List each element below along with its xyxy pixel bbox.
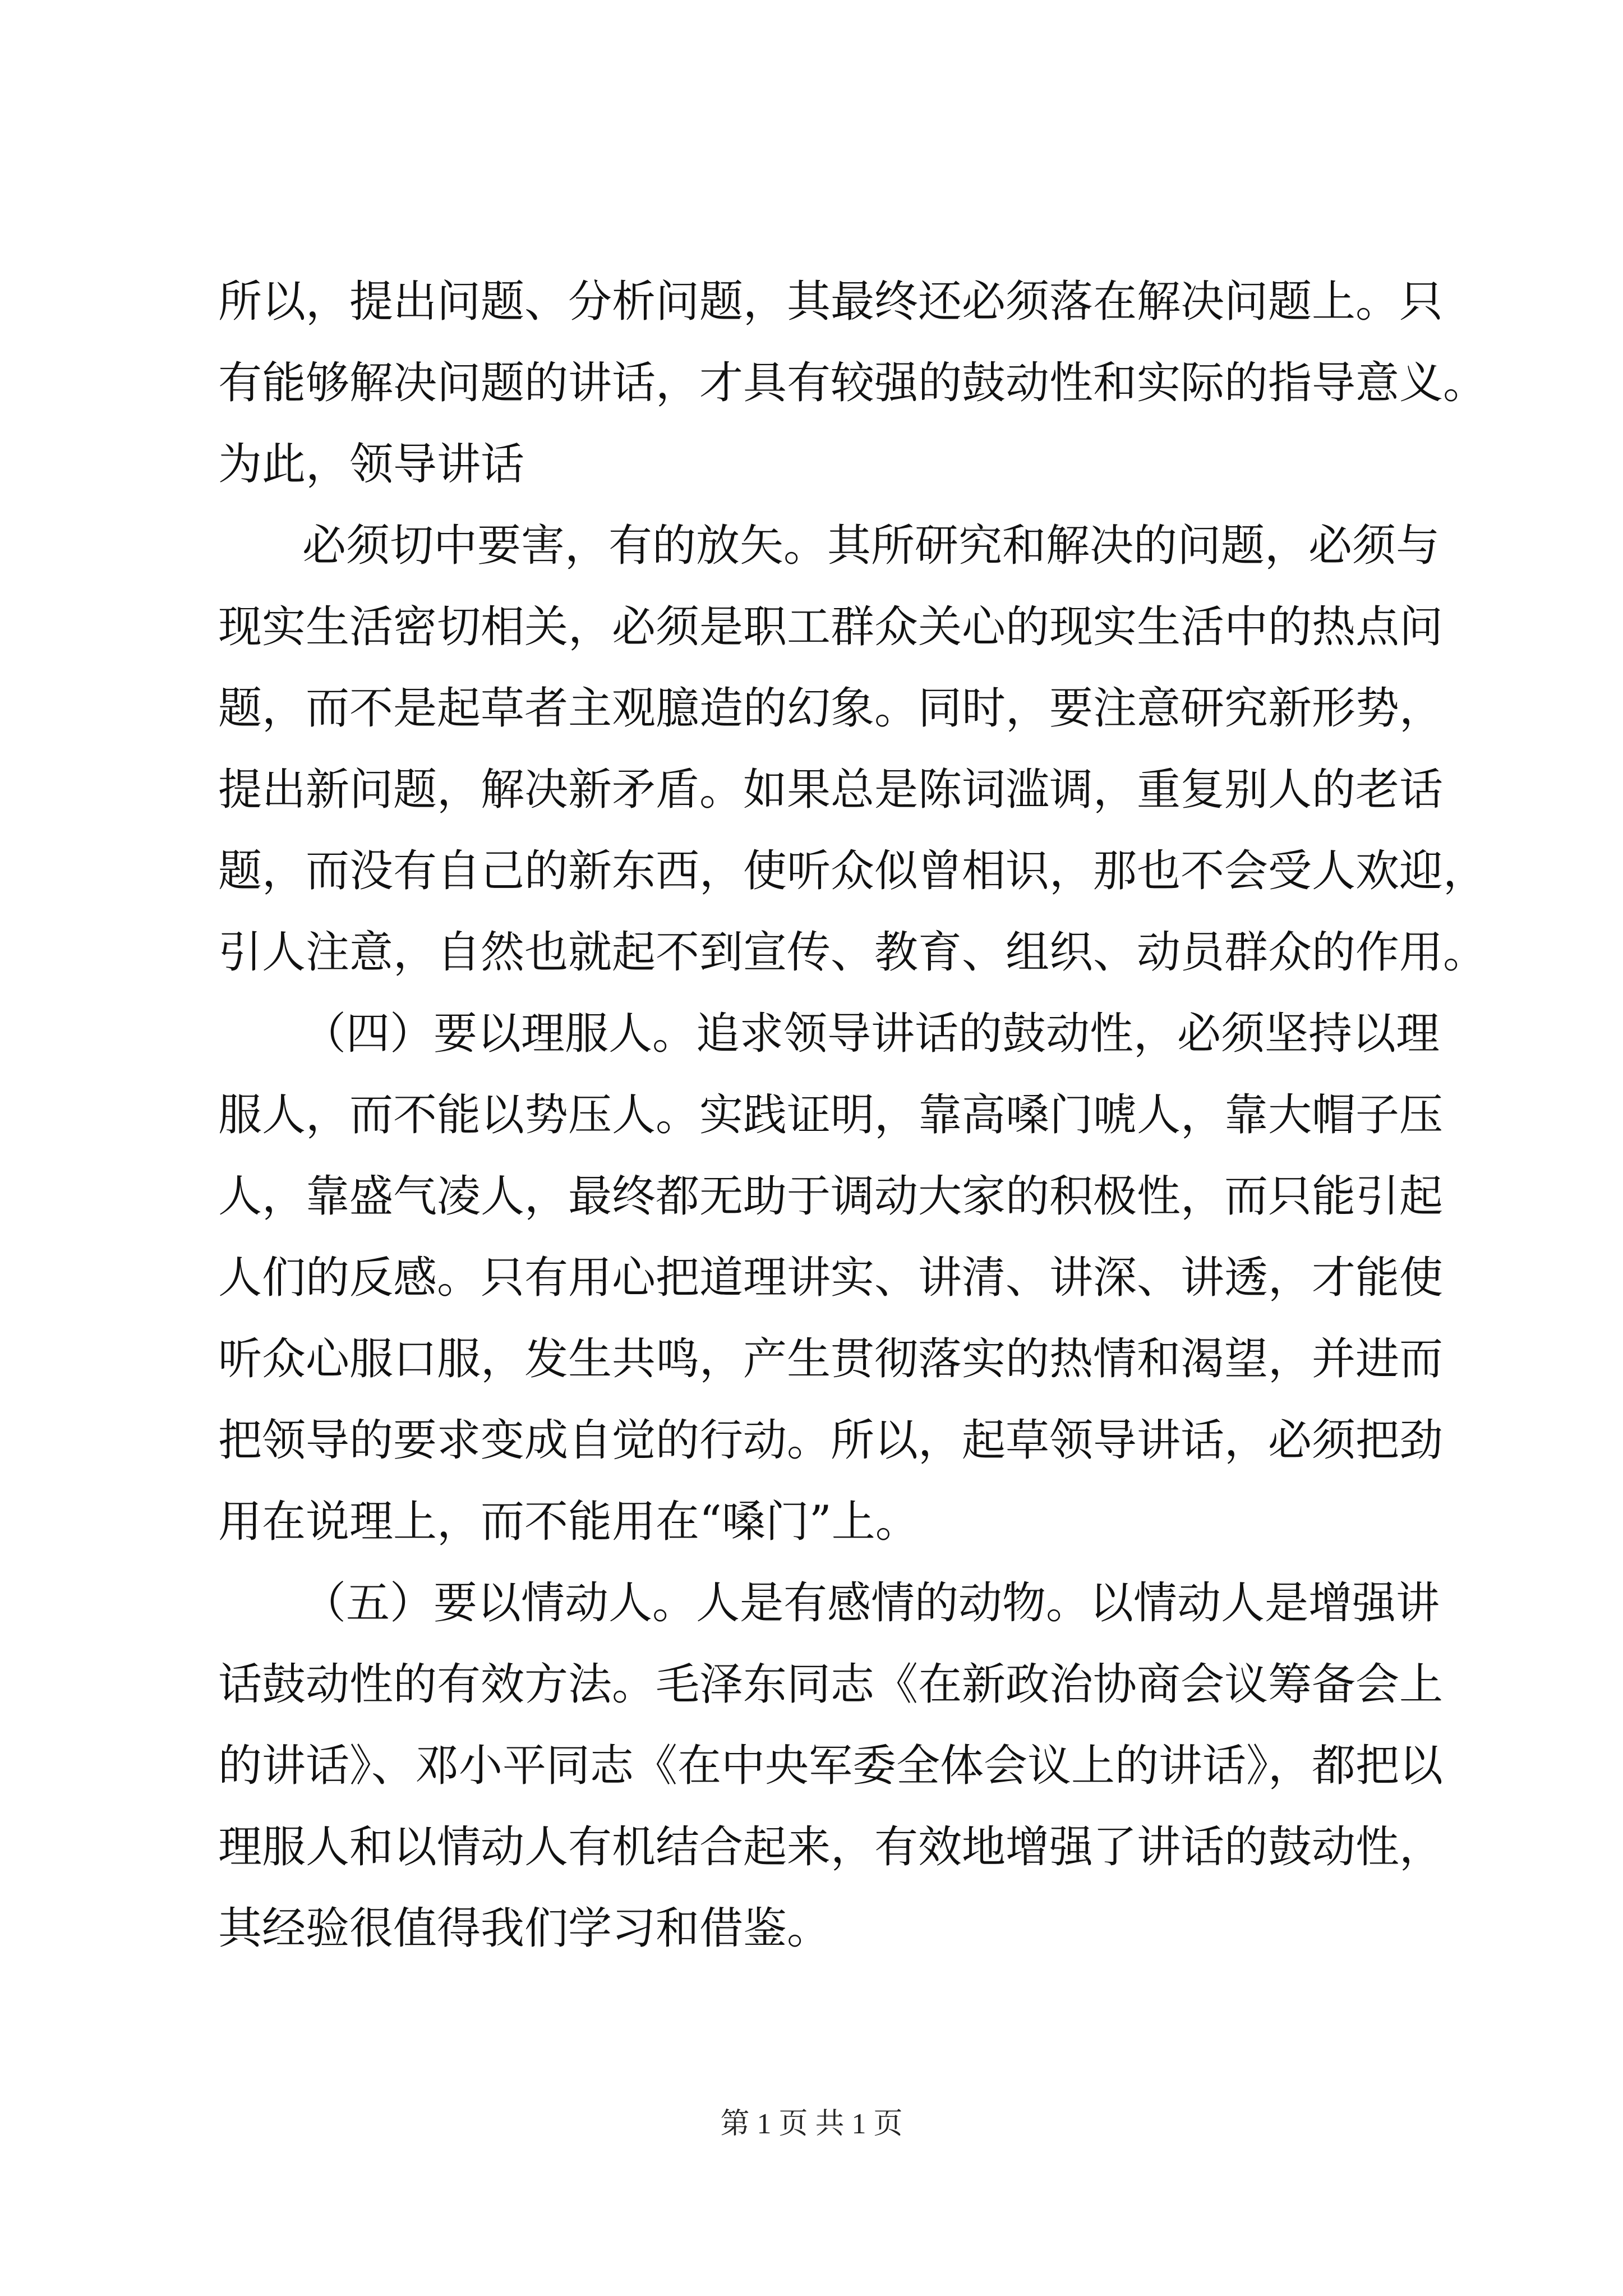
text-line: 的讲话》、邓小平同志《在中央军委全体会议上的讲话》，都把以 [218,1741,1444,1791]
paragraph-first-line: （五）要以情动人。人是有感情的动物。以情动人是增强讲 [302,1578,1440,1628]
text-line: 人们的反感。只有用心把道理讲实、讲清、讲深、讲透，才能使 [218,1253,1444,1303]
text-line: 现实生活密切相关，必须是职工群众关心的现实生活中的热点问 [218,602,1444,652]
text-line: 把领导的要求变成自觉的行动。所以，起草领导讲话，必须把劲 [218,1415,1444,1466]
paragraph-first-line: （四）要以理服人。追求领导讲话的鼓动性，必须坚持以理 [302,1009,1440,1059]
text-line: 理服人和以情动人有机结合起来，有效地增强了讲话的鼓动性， [218,1822,1444,1872]
text-line: 引人注意，自然也就起不到宣传、教育、组织、动员群众的作用。 [218,927,1487,978]
text-line: 听众心服口服，发生共鸣，产生贯彻落实的热情和渴望，并进而 [218,1334,1444,1384]
text-line: 用在说理上，而不能用在“嗓门”上。 [218,1497,919,1547]
text-line: 话鼓动性的有效方法。毛泽东同志《在新政治协商会议筹备会上 [218,1659,1444,1710]
text-line: 服人，而不能以势压人。实践证明，靠高嗓门唬人，靠大帽子压 [218,1090,1444,1140]
text-line: 题，而不是起草者主观臆造的幻象。同时，要注意研究新形势， [218,683,1444,734]
text-line: 其经验很值得我们学习和借鉴。 [218,1903,831,1954]
text-line: 所以，提出问题、分析问题，其最终还必须落在解决问题上。只 [218,277,1444,327]
document-body [218,261,1487,1970]
text-line: 为此，领导讲话 [218,439,525,490]
text-line: 题，而没有自己的新东西，使听众似曾相识，那也不会受人欢迎， [218,846,1487,896]
text-line: 提出新问题，解决新矛盾。如果总是陈词滥调，重复别人的老话 [218,765,1444,815]
paragraph-first-line: 必须切中要害，有的放矢。其所研究和解决的问题，必须与 [302,521,1440,571]
text-line: 人，靠盛气凌人，最终都无助于调动大家的积极性，而只能引起 [218,1171,1444,1222]
page-number-footer: 第 1 页 共 1 页 [720,2108,903,2140]
text-line: 有能够解决问题的讲话，才具有较强的鼓动性和实际的指导意义。 [218,358,1487,408]
